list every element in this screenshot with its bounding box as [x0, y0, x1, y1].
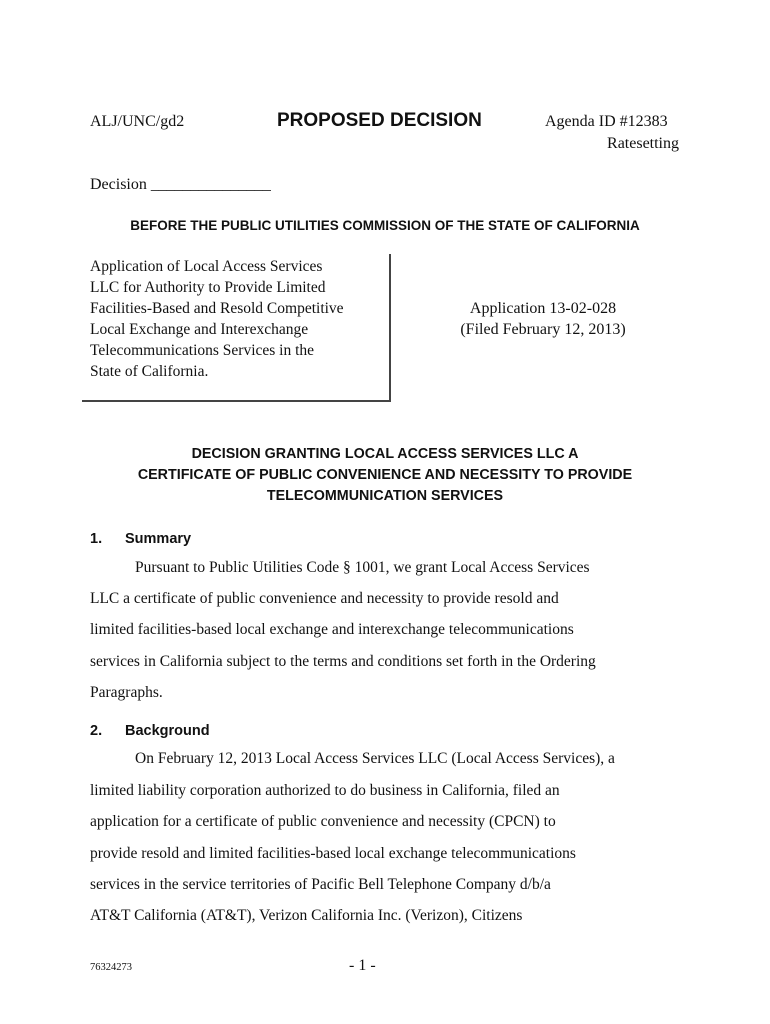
section-title: Background	[125, 723, 210, 739]
commission-heading: BEFORE THE PUBLIC UTILITIES COMMISSION OF THE STATE OF CALIFORNIA	[130, 218, 640, 233]
caption-line: Telecommunications Services in the	[90, 342, 315, 359]
body-line: services in California subject to the terms and conditions set forth in the Ordering	[90, 653, 596, 670]
caption-line: State of California.	[90, 363, 209, 380]
decision-number-line: Decision _______________	[90, 176, 271, 193]
body-line: limited liability corporation authorized to do business in California, filed an	[90, 782, 560, 799]
decision-title-line: CERTIFICATE OF PUBLIC CONVENIENCE AND NECESSITY TO PROVIDE	[137, 467, 633, 483]
application-number-block	[402, 298, 684, 340]
body-line: LLC a certificate of public convenience and necessity to provide resold and	[90, 590, 559, 607]
body-line: limited facilities-based local exchange and interexchange telecommunications	[90, 621, 574, 638]
caption-line: LLC for Authority to Provide Limited	[90, 279, 326, 296]
decision-title-line: TELECOMMUNICATION SERVICES	[266, 488, 504, 504]
section-number: 1.	[90, 531, 103, 547]
page-number: - 1 -	[349, 957, 376, 974]
section-title: Summary	[125, 531, 192, 547]
caption-line: Application of Local Access Services	[90, 258, 323, 275]
body-line: Pursuant to Public Utilities Code § 1001, we grant Local Access Services	[135, 559, 590, 576]
proceeding-type: Ratesetting	[607, 135, 679, 152]
docket-reference: ALJ/UNC/gd2	[90, 113, 185, 130]
application-caption	[90, 256, 344, 382]
agenda-id: Agenda ID #12383	[545, 113, 668, 130]
caption-line: Facilities-Based and Resold Competitive	[90, 300, 344, 317]
body-line: services in the service territories of Pacific Bell Telephone Company d/b/a	[90, 876, 551, 893]
body-line: AT&T California (AT&T), Verizon California Inc. (Verizon), Citizens	[90, 907, 523, 924]
document-status-title: PROPOSED DECISION	[277, 110, 482, 131]
application-number: Application 13-02-028	[469, 300, 617, 317]
body-line: On February 12, 2013 Local Access Services LLC (Local Access Services), a	[135, 750, 615, 767]
document-id: 76324273	[90, 962, 132, 973]
decision-title-line: DECISION GRANTING LOCAL ACCESS SERVICES LLC A	[191, 446, 579, 462]
section-number: 2.	[90, 723, 103, 739]
decision-title	[0, 444, 770, 507]
filed-date: (Filed February 12, 2013)	[460, 321, 626, 338]
body-line: Paragraphs.	[90, 684, 163, 701]
caption-line: Local Exchange and Interexchange	[90, 321, 309, 338]
body-line: application for a certificate of public convenience and necessity (CPCN) to	[90, 813, 556, 830]
body-line: provide resold and limited facilities-based local exchange telecommunications	[90, 845, 576, 862]
